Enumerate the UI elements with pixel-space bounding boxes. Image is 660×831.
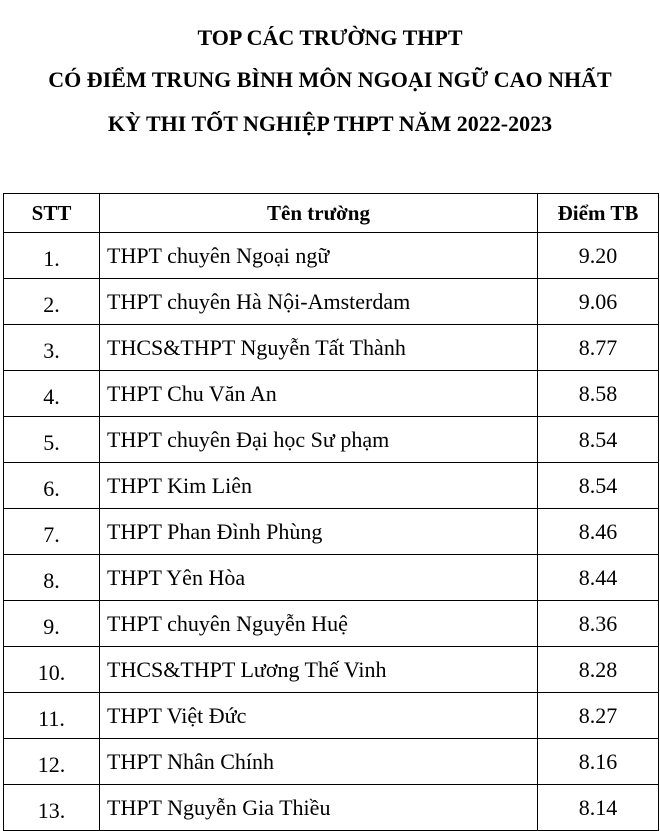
table-row bbox=[4, 509, 659, 555]
header-stt: STT bbox=[4, 194, 100, 233]
row-school-name: THPT Nhân Chính bbox=[100, 739, 538, 785]
table-row bbox=[4, 739, 659, 785]
header-average-score: Điểm TB bbox=[538, 194, 659, 233]
row-school-name: THPT Chu Văn An bbox=[100, 371, 538, 417]
ranking-table bbox=[3, 193, 659, 831]
row-school-name: THPT Yên Hòa bbox=[100, 555, 538, 601]
row-school-name: THPT Phan Đình Phùng bbox=[100, 509, 538, 555]
table-row bbox=[4, 785, 659, 831]
table-row bbox=[4, 693, 659, 739]
row-school-name: THPT chuyên Hà Nội-Amsterdam bbox=[100, 279, 538, 325]
table-row bbox=[4, 555, 659, 601]
row-score: 8.27 bbox=[538, 693, 659, 739]
row-score: 8.54 bbox=[538, 417, 659, 463]
row-score: 9.06 bbox=[538, 279, 659, 325]
row-score: 8.28 bbox=[538, 647, 659, 693]
row-stt: 8. bbox=[4, 555, 100, 601]
header-school-name: Tên trường bbox=[100, 194, 538, 233]
row-school-name: THCS&THPT Nguyễn Tất Thành bbox=[100, 325, 538, 371]
row-stt: 10. bbox=[4, 647, 100, 693]
row-score: 8.36 bbox=[538, 601, 659, 647]
row-score: 8.77 bbox=[538, 325, 659, 371]
row-stt: 4. bbox=[4, 371, 100, 417]
row-school-name: THPT chuyên Đại học Sư phạm bbox=[100, 417, 538, 463]
row-stt: 13. bbox=[4, 785, 100, 831]
row-stt: 11. bbox=[4, 693, 100, 739]
row-school-name: THPT chuyên Nguyễn Huệ bbox=[100, 601, 538, 647]
row-school-name: THCS&THPT Lương Thế Vinh bbox=[100, 647, 538, 693]
title-line-1: TOP CÁC TRƯỜNG THPT bbox=[197, 25, 463, 50]
row-stt: 5. bbox=[4, 417, 100, 463]
row-school-name: THPT Việt Đức bbox=[100, 693, 538, 739]
row-stt: 12. bbox=[4, 739, 100, 785]
table-row bbox=[4, 325, 659, 371]
row-score: 8.46 bbox=[538, 509, 659, 555]
title-line-3: KỲ THI TỐT NGHIỆP THPT NĂM 2022-2023 bbox=[107, 111, 553, 136]
table-header-row bbox=[4, 194, 659, 233]
row-stt: 2. bbox=[4, 279, 100, 325]
table-row bbox=[4, 463, 659, 509]
table-row bbox=[4, 601, 659, 647]
row-stt: 6. bbox=[4, 463, 100, 509]
row-stt: 9. bbox=[4, 601, 100, 647]
row-score: 8.14 bbox=[538, 785, 659, 831]
row-stt: 3. bbox=[4, 325, 100, 371]
row-score: 8.16 bbox=[538, 739, 659, 785]
row-stt: 1. bbox=[4, 233, 100, 279]
table-row bbox=[4, 371, 659, 417]
row-school-name: THPT chuyên Ngoại ngữ bbox=[100, 233, 538, 279]
row-school-name: THPT Nguyễn Gia Thiều bbox=[100, 785, 538, 831]
table-row bbox=[4, 233, 659, 279]
title-line-2: CÓ ĐIỂM TRUNG BÌNH MÔN NGOẠI NGỮ CAO NHẤT bbox=[48, 67, 612, 92]
table-row bbox=[4, 647, 659, 693]
row-stt: 7. bbox=[4, 509, 100, 555]
row-score: 8.44 bbox=[538, 555, 659, 601]
row-school-name: THPT Kim Liên bbox=[100, 463, 538, 509]
table-row bbox=[4, 417, 659, 463]
table-row bbox=[4, 279, 659, 325]
row-score: 8.54 bbox=[538, 463, 659, 509]
row-score: 8.58 bbox=[538, 371, 659, 417]
row-score: 9.20 bbox=[538, 233, 659, 279]
